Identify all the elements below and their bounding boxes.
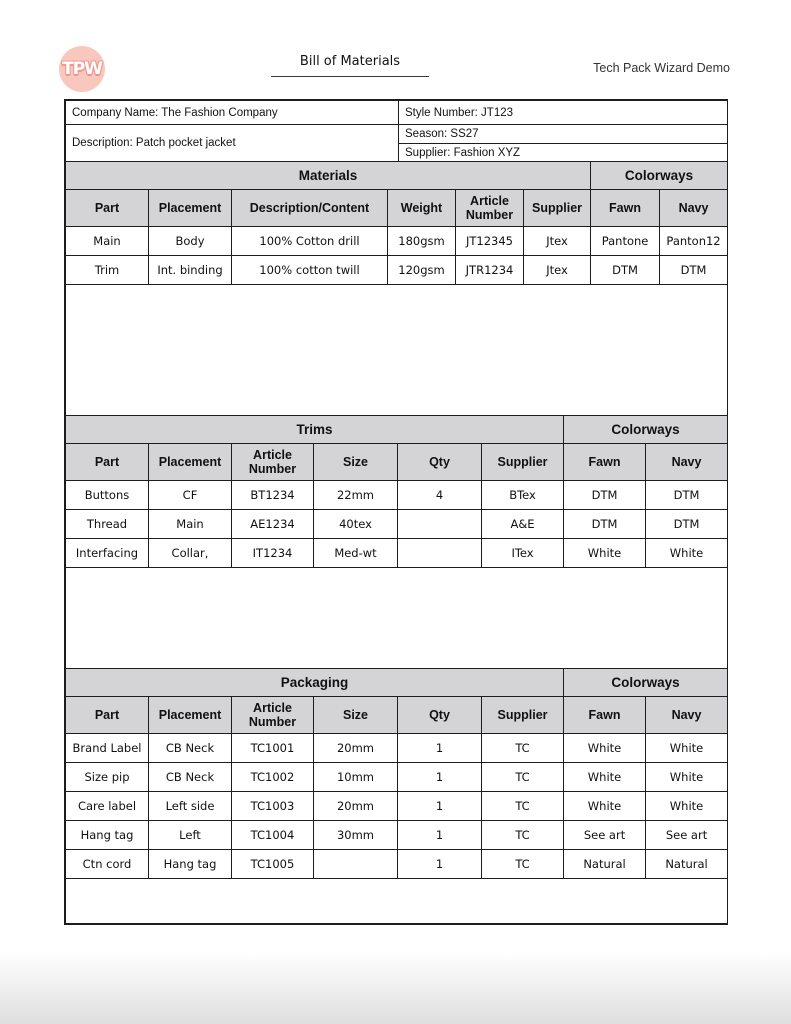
page-title: Bill of Materials [271,54,429,77]
empty-area [66,285,728,416]
column-header: Supplier [482,444,564,481]
column-header: Article Number [456,190,524,227]
table-row [66,227,728,256]
table-cell: 1 [398,821,482,850]
column-header: Fawn [591,190,660,227]
table-cell: TC [482,734,564,763]
colorways-title: Colorways [564,416,728,444]
table-cell: 1 [398,763,482,792]
column-header: Supplier [482,697,564,734]
season-cell: Season: SS27 [399,125,728,144]
table-cell: Hang tag [149,850,232,879]
table-cell: Hang tag [66,821,149,850]
table-cell: IT1234 [232,539,314,568]
colorways-title: Colorways [591,162,728,190]
column-header: Size [314,444,398,481]
column-header: Size [314,697,398,734]
table-cell: ITex [482,539,564,568]
table-row [66,481,728,510]
table-cell: CB Neck [149,763,232,792]
table-cell: White [564,539,646,568]
table-cell: Body [149,227,232,256]
table-cell: CB Neck [149,734,232,763]
table-cell: 100% cotton twill [232,256,388,285]
table-cell: DTM [564,510,646,539]
table-cell: White [646,792,728,821]
table-cell: White [564,792,646,821]
column-header: Weight [388,190,456,227]
table-cell: JTR1234 [456,256,524,285]
table-cell: Main [149,510,232,539]
table-cell: 120gsm [388,256,456,285]
table-cell: Int. binding [149,256,232,285]
table-cell: Jtex [524,227,591,256]
company-logo [59,46,105,92]
supplier-cell: Supplier: Fashion XYZ [399,144,728,162]
style-number-cell: Style Number: JT123 [399,101,728,125]
empty-area [66,568,728,669]
column-header: Placement [149,697,232,734]
table-cell: Left side [149,792,232,821]
bom-sheet [64,99,728,925]
table-row [66,539,728,568]
table-cell: CF [149,481,232,510]
table-cell: TC [482,821,564,850]
table-cell: Ctn cord [66,850,149,879]
column-header: Fawn [564,697,646,734]
table-cell: Jtex [524,256,591,285]
table-cell: Panton12 [660,227,728,256]
company-name-cell: Company Name: The Fashion Company [66,101,399,125]
table-cell: Brand Label [66,734,149,763]
section-title-packaging: Packaging [66,669,564,697]
table-cell: TC1002 [232,763,314,792]
table-cell: See art [564,821,646,850]
table-cell: 1 [398,850,482,879]
table-row [66,256,728,285]
table-row [66,821,728,850]
column-header: Navy [646,697,728,734]
materials-table [65,161,728,416]
table-cell: 20mm [314,734,398,763]
column-header: Description/Content [232,190,388,227]
table-cell: Natural [646,850,728,879]
column-header: Navy [646,444,728,481]
colorways-title: Colorways [564,669,728,697]
table-cell: 4 [398,481,482,510]
column-header: Navy [660,190,728,227]
column-header: Part [66,697,149,734]
table-cell: Natural [564,850,646,879]
table-cell: Collar, [149,539,232,568]
table-row [66,850,728,879]
table-cell: Pantone [591,227,660,256]
table-cell: TC1003 [232,792,314,821]
section-title-materials: Materials [66,162,591,190]
table-row [66,792,728,821]
table-cell: TC1001 [232,734,314,763]
table-cell: A&E [482,510,564,539]
table-cell: Left [149,821,232,850]
table-row [66,763,728,792]
table-cell: JT12345 [456,227,524,256]
page-bottom-shade [0,952,791,1024]
column-header: Article Number [232,444,314,481]
table-cell: Trim [66,256,149,285]
table-cell: 30mm [314,821,398,850]
table-cell: Interfacing [66,539,149,568]
description-cell: Description: Patch pocket jacket [66,125,399,162]
table-cell [398,510,482,539]
table-cell: 100% Cotton drill [232,227,388,256]
table-cell: Care label [66,792,149,821]
table-cell: TC1005 [232,850,314,879]
column-header: Part [66,190,149,227]
table-cell: DTM [660,256,728,285]
info-table [65,100,728,162]
table-cell: Buttons [66,481,149,510]
column-header: Placement [149,444,232,481]
table-cell: DTM [646,481,728,510]
table-cell: TC [482,850,564,879]
table-cell: White [564,734,646,763]
table-cell: 22mm [314,481,398,510]
table-cell: White [564,763,646,792]
column-header: Part [66,444,149,481]
column-header: Fawn [564,444,646,481]
column-header: Placement [149,190,232,227]
table-cell: White [646,763,728,792]
table-row [66,510,728,539]
table-cell: 10mm [314,763,398,792]
table-cell: Main [66,227,149,256]
table-cell: AE1234 [232,510,314,539]
table-cell: DTM [591,256,660,285]
table-cell: See art [646,821,728,850]
empty-area [66,879,728,924]
app-name: Tech Pack Wizard Demo [593,61,730,75]
table-cell [398,539,482,568]
column-header: Supplier [524,190,591,227]
table-cell: 180gsm [388,227,456,256]
packaging-table [65,668,728,924]
logo-monogram: TPW [62,59,102,79]
table-cell: 1 [398,792,482,821]
table-cell: Med-wt [314,539,398,568]
table-cell: White [646,734,728,763]
column-header: Article Number [232,697,314,734]
table-cell: BTex [482,481,564,510]
column-header: Qty [398,697,482,734]
column-header: Qty [398,444,482,481]
table-cell: White [646,539,728,568]
table-cell: 20mm [314,792,398,821]
table-cell: 1 [398,734,482,763]
table-row [66,734,728,763]
table-cell: TC [482,763,564,792]
table-cell: TC [482,792,564,821]
table-cell: Size pip [66,763,149,792]
table-cell: Thread [66,510,149,539]
table-cell: TC1004 [232,821,314,850]
trims-table [65,415,728,669]
table-cell: DTM [646,510,728,539]
table-cell: DTM [564,481,646,510]
table-cell [314,850,398,879]
table-cell: BT1234 [232,481,314,510]
section-title-trims: Trims [66,416,564,444]
table-cell: 40tex [314,510,398,539]
